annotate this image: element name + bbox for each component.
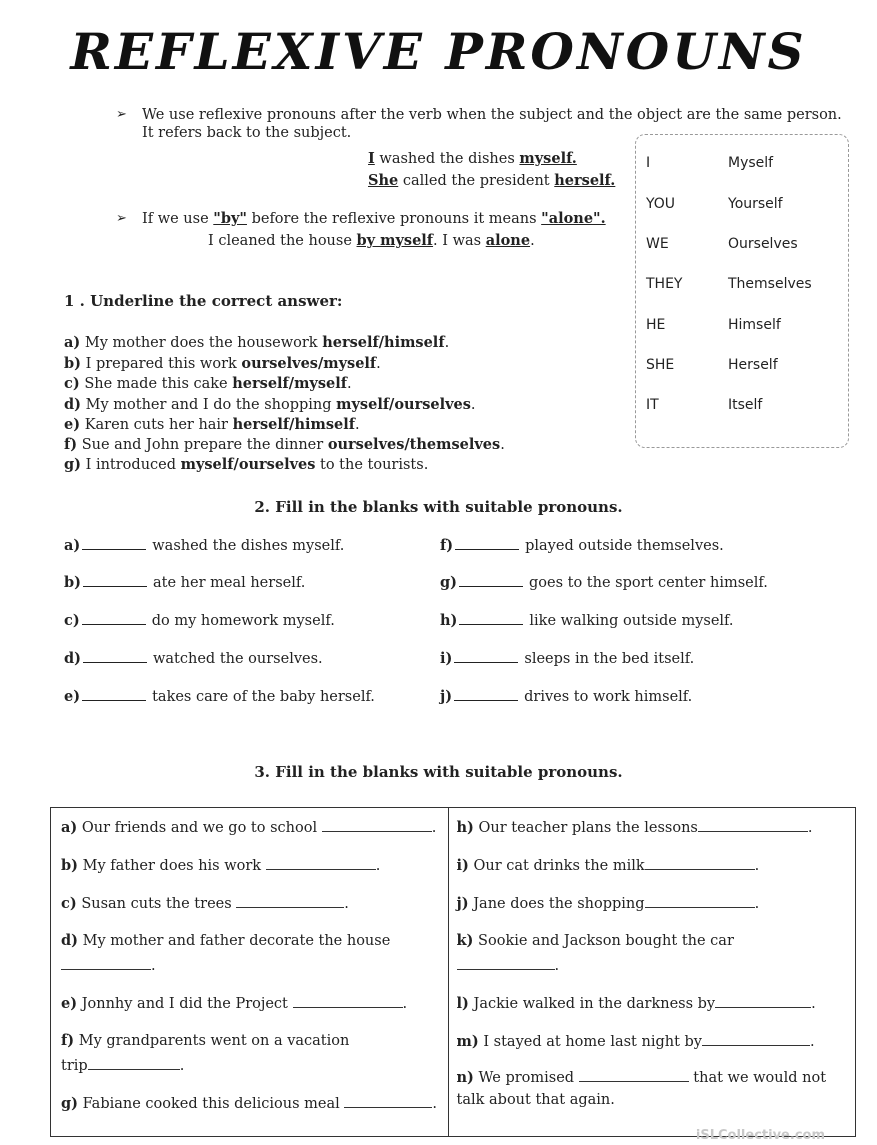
answer-blank[interactable]: [344, 1094, 432, 1108]
list-item: h) Our teacher plans the lessons .: [456, 819, 813, 836]
pronoun-table: I Myself YOU Yourself WE Ourselves THEY Themselves HE Himself SHE Herself IT Itself: [635, 134, 849, 448]
list-item: f) played outside themselves.: [440, 537, 724, 554]
list-item: m) I stayed at home last night by .: [456, 1033, 815, 1050]
list-item: a) washed the dishes myself.: [64, 537, 345, 554]
list-item: b) ate her meal herself.: [64, 574, 306, 591]
list-item: i) Our cat drinks the milk .: [456, 857, 760, 874]
answer-blank[interactable]: [457, 956, 555, 970]
list-item: a) Our friends and we go to school .: [61, 819, 437, 836]
page-title: REFLEXIVE PRONOUNS: [70, 22, 807, 81]
rule-text-1: ➢ We use reflexive pronouns after the verb when the subject and the object are the same person.: [142, 107, 842, 123]
answer-blank[interactable]: [698, 818, 808, 832]
section3-table: [50, 807, 856, 1137]
answer-line: talk about that again.: [456, 1092, 615, 1108]
list-item: b) My father does his work .: [61, 857, 381, 874]
answer-line: .: [61, 956, 156, 974]
list-item: k) Sookie and Jackson bought the car: [456, 932, 734, 949]
list-item: j) Jane does the shopping .: [456, 895, 760, 912]
answer-blank[interactable]: [322, 818, 432, 832]
example-2: She called the president herself.: [368, 172, 616, 189]
answer-line: .: [457, 956, 560, 974]
list-item: c) She made this cake herself/myself.: [64, 375, 352, 392]
answer-blank[interactable]: [293, 994, 403, 1008]
answer-blank[interactable]: [454, 686, 518, 701]
list-item: i) sleeps in the bed itself.: [440, 650, 695, 667]
section1-heading: 1 . Underline the correct answer:: [64, 292, 343, 310]
list-item: n) We promised that we would not: [456, 1069, 827, 1086]
section2-heading: 2. Fill in the blanks with suitable pronouns.: [254, 498, 623, 516]
list-item: l) Jackie walked in the darkness by .: [456, 995, 816, 1012]
answer-blank[interactable]: [82, 610, 146, 625]
list-item: j) drives to work himself.: [440, 688, 693, 705]
answer-blank[interactable]: [82, 686, 146, 701]
answer-blank[interactable]: [266, 856, 376, 870]
answer-blank[interactable]: [715, 994, 811, 1008]
list-item: d) watched the ourselves.: [64, 650, 323, 667]
list-item: a) My mother does the housework herself/himself.: [64, 334, 450, 351]
answer-blank[interactable]: [236, 894, 344, 908]
answer-blank[interactable]: [88, 1056, 180, 1070]
answer-blank[interactable]: [459, 572, 523, 587]
rule-bullet-2: ➢ If we use "by" before the reflexive pronouns it means "alone".: [142, 210, 606, 228]
answer-blank[interactable]: [702, 1032, 810, 1046]
answer-line: trip .: [61, 1058, 185, 1074]
answer-blank[interactable]: [645, 894, 755, 908]
answer-blank[interactable]: [459, 610, 523, 625]
list-item: g) goes to the sport center himself.: [440, 574, 768, 591]
watermark: iSLCollective.com: [695, 1128, 825, 1143]
answer-blank[interactable]: [61, 956, 151, 970]
answer-blank[interactable]: [455, 535, 519, 550]
answer-blank[interactable]: [579, 1068, 689, 1082]
example-1: I washed the dishes myself.: [368, 150, 577, 167]
section3-heading: 3. Fill in the blanks with suitable pronouns.: [254, 763, 623, 781]
example-3: I cleaned the house by myself. I was alone.: [208, 232, 535, 249]
answer-blank[interactable]: [645, 856, 755, 870]
answer-blank[interactable]: [83, 572, 147, 587]
right-column: [448, 808, 855, 1137]
list-item: e) takes care of the baby herself.: [64, 688, 375, 705]
list-item: f) My grandparents went on a vacation: [61, 1032, 350, 1049]
list-item: d) My mother and father decorate the house: [61, 932, 391, 949]
rule-text-2: It refers back to the subject.: [142, 125, 352, 141]
list-item: g) Fabiane cooked this delicious meal .: [61, 1095, 437, 1112]
list-item: e) Jonnhy and I did the Project .: [61, 995, 408, 1012]
list-item: h) like walking outside myself.: [440, 612, 734, 629]
list-item: d) My mother and I do the shopping myself/ourselves.: [64, 396, 476, 413]
list-item: c) Susan cuts the trees .: [61, 895, 349, 912]
list-item: g) I introduced myself/ourselves to the tourists.: [64, 456, 429, 473]
answer-blank[interactable]: [82, 535, 146, 550]
list-item: f) Sue and John prepare the dinner ourselves/themselves.: [64, 436, 505, 453]
list-item: e) Karen cuts her hair herself/himself.: [64, 416, 360, 433]
left-column: [51, 808, 449, 1137]
answer-blank[interactable]: [83, 648, 147, 663]
list-item: b) I prepared this work ourselves/myself.: [64, 355, 381, 372]
list-item: c) do my homework myself.: [64, 612, 335, 629]
answer-blank[interactable]: [454, 648, 518, 663]
